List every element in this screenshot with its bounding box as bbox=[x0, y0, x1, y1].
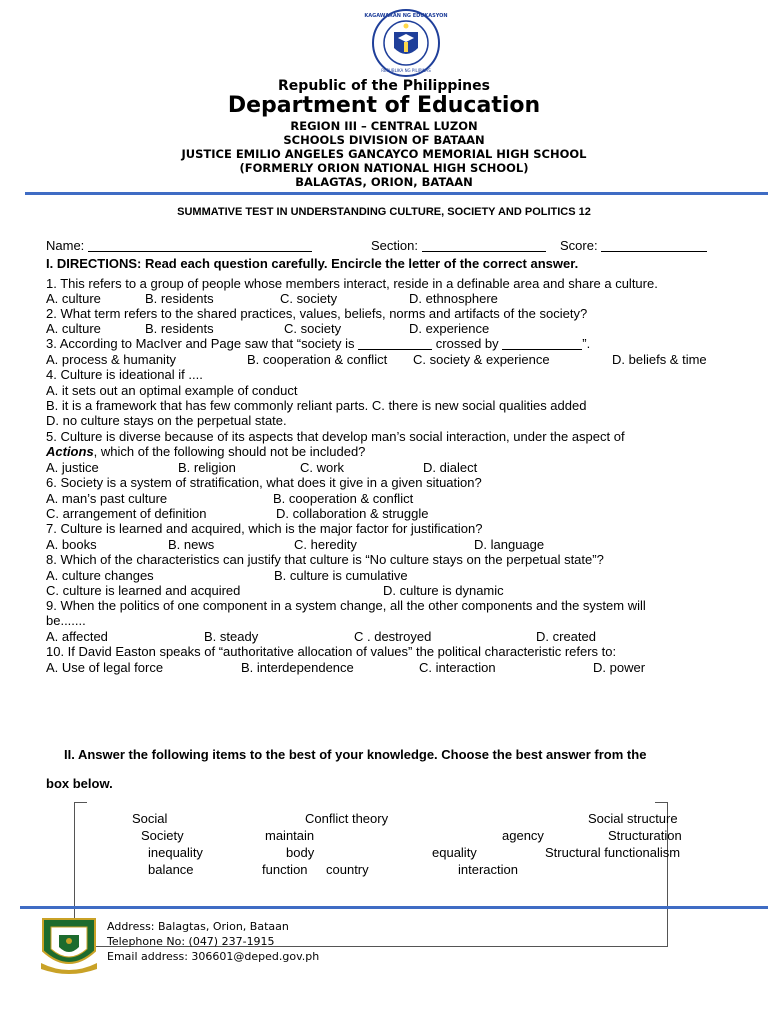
word-bank-item: Structuration bbox=[608, 828, 682, 843]
name-field[interactable] bbox=[46, 238, 312, 253]
q3-blank-2 bbox=[502, 337, 582, 350]
header-former-name: (FORMERLY ORION NATIONAL HIGH SCHOOL) bbox=[239, 161, 529, 175]
score-blank[interactable] bbox=[601, 239, 707, 252]
word-bank-item: Structural functionalism bbox=[545, 845, 681, 860]
q9-option-c[interactable]: C . destroyed bbox=[354, 629, 432, 644]
question-8: 8. Which of the characteristics can justify that culture is “No culture stays on the perpetual state”? bbox=[46, 552, 604, 567]
word-bank-item: Society bbox=[141, 828, 184, 843]
q5-emphasis: Actions bbox=[46, 444, 94, 459]
name-blank[interactable] bbox=[88, 239, 312, 252]
q4-option-bc[interactable]: B. it is a framework that has few commonly reliant parts. C. there is new social qualities added bbox=[46, 398, 587, 413]
q5-text: , which of the following should not be included? bbox=[93, 444, 366, 459]
q9-option-a[interactable]: A. affected bbox=[46, 629, 108, 644]
q10-option-a[interactable]: A. Use of legal force bbox=[46, 660, 164, 675]
question-6: 6. Society is a system of stratification, what does it give in a given situation? bbox=[46, 475, 482, 490]
question-5-line-2 bbox=[46, 444, 365, 459]
q5-option-c[interactable]: C. work bbox=[300, 460, 345, 475]
header-school: JUSTICE EMILIO ANGELES GANCAYCO MEMORIAL HIGH SCHOOL bbox=[181, 147, 587, 161]
q3-option-b[interactable]: B. cooperation & conflict bbox=[247, 352, 388, 367]
q8-option-d[interactable]: D. culture is dynamic bbox=[383, 583, 504, 598]
q8-option-a[interactable]: A. culture changes bbox=[46, 568, 154, 583]
word-bank-item: equality bbox=[432, 845, 477, 860]
question-3 bbox=[46, 336, 590, 351]
word-bank-item: Social structure bbox=[588, 811, 678, 826]
header-republic: Republic of the Philippines bbox=[278, 78, 490, 94]
q5-option-d[interactable]: D. dialect bbox=[423, 460, 478, 475]
q3-option-c[interactable]: C. society & experience bbox=[413, 352, 550, 367]
question-1: 1. This refers to a group of people whose members interact, reside in a definable area and share a culture. bbox=[46, 276, 658, 291]
school-seal bbox=[37, 913, 101, 977]
q5-option-b[interactable]: B. religion bbox=[178, 460, 236, 475]
q3-option-d[interactable]: D. beliefs & time bbox=[612, 352, 707, 367]
word-bank-item: Conflict theory bbox=[305, 811, 389, 826]
q10-option-b[interactable]: B. interdependence bbox=[241, 660, 354, 675]
question-5-line-1: 5. Culture is diverse because of its aspects that develop man’s social interaction, under the aspect of bbox=[46, 429, 625, 444]
header-region: REGION III – CENTRAL LUZON bbox=[290, 119, 478, 133]
q7-option-a[interactable]: A. books bbox=[46, 537, 97, 552]
question-2: 2. What term refers to the shared practices, values, beliefs, norms and artifacts of the society? bbox=[46, 306, 588, 321]
q5-option-a[interactable]: A. justice bbox=[46, 460, 99, 475]
footer-telephone: Telephone No: (047) 237-1915 bbox=[107, 935, 275, 948]
name-label: Name: bbox=[46, 238, 85, 253]
footer-email[interactable]: Email address: 306601@deped.gov.ph bbox=[107, 950, 320, 963]
q3-option-a[interactable]: A. process & humanity bbox=[46, 352, 177, 367]
q3-blank-1 bbox=[358, 337, 432, 350]
q8-option-c[interactable]: C. culture is learned and acquired bbox=[46, 583, 241, 598]
question-9-line-2: be....... bbox=[46, 613, 86, 628]
q10-option-d[interactable]: D. power bbox=[593, 660, 646, 675]
footer-address: Address: Balagtas, Orion, Bataan bbox=[107, 920, 289, 933]
q3-text-end: ”. bbox=[582, 336, 591, 351]
header-department: Department of Education bbox=[227, 93, 541, 118]
q4-option-d[interactable]: D. no culture stays on the perpetual state. bbox=[46, 413, 287, 428]
section-field[interactable] bbox=[371, 238, 546, 253]
header-rule bbox=[25, 192, 768, 195]
part2-instructions-line-2: box below. bbox=[46, 776, 113, 791]
header-location: BALAGTAS, ORION, BATAAN bbox=[295, 175, 473, 189]
q3-text-mid: crossed by bbox=[435, 336, 499, 351]
q7-option-b[interactable]: B. news bbox=[168, 537, 215, 552]
q6-option-a[interactable]: A. man’s past culture bbox=[46, 491, 168, 506]
question-4: 4. Culture is ideational if .... bbox=[46, 367, 203, 382]
q2-option-d[interactable]: D. experience bbox=[409, 321, 490, 336]
q7-option-c[interactable]: C. heredity bbox=[294, 537, 357, 552]
q2-option-b[interactable]: B. residents bbox=[145, 321, 214, 336]
test-title: SUMMATIVE TEST IN UNDERSTANDING CULTURE, SOCIETY AND POLITICS 12 bbox=[177, 206, 591, 218]
q1-option-b[interactable]: B. residents bbox=[145, 291, 214, 306]
footer-rule bbox=[20, 906, 768, 909]
word-bank-item: body bbox=[286, 845, 315, 860]
question-9-line-1: 9. When the politics of one component in a system change, all the other components and the system will bbox=[46, 598, 646, 613]
q6-option-c[interactable]: C. arrangement of definition bbox=[46, 506, 207, 521]
q1-option-a[interactable]: A. culture bbox=[46, 291, 101, 306]
q4-option-a[interactable]: A. it sets out an optimal example of conduct bbox=[46, 383, 298, 398]
question-10: 10. If David Easton speaks of “authoritative allocation of values” the political characteristic refers to: bbox=[46, 644, 617, 659]
seal-text-bottom: REPUBLIKA NG PILIPINAS bbox=[381, 68, 431, 73]
question-7: 7. Culture is learned and acquired, which is the major factor for justification? bbox=[46, 521, 483, 536]
word-bank-item: agency bbox=[502, 828, 544, 843]
seal-text-top: KAGAWARAN NG EDUKASYON bbox=[364, 13, 448, 19]
word-bank-item: Social bbox=[132, 811, 168, 826]
part2-instructions-line-1: II. Answer the following items to the best of your knowledge. Choose the best answer from the bbox=[64, 747, 647, 762]
q6-option-d[interactable]: D. collaboration & struggle bbox=[276, 506, 429, 521]
directions: I. DIRECTIONS: Read each question carefully. Encircle the letter of the correct answer. bbox=[46, 256, 579, 271]
q1-option-d[interactable]: D. ethnosphere bbox=[409, 291, 498, 306]
q6-option-b[interactable]: B. cooperation & conflict bbox=[273, 491, 414, 506]
q1-option-c[interactable]: C. society bbox=[280, 291, 338, 306]
q2-option-c[interactable]: C. society bbox=[284, 321, 342, 336]
q8-option-b[interactable]: B. culture is cumulative bbox=[274, 568, 408, 583]
q9-option-d[interactable]: D. created bbox=[536, 629, 596, 644]
q9-option-b[interactable]: B. steady bbox=[204, 629, 259, 644]
word-bank-item: interaction bbox=[458, 862, 518, 877]
score-label: Score: bbox=[560, 238, 598, 253]
header-division: SCHOOLS DIVISION OF BATAAN bbox=[283, 133, 485, 147]
word-bank-item: function bbox=[262, 862, 308, 877]
section-label: Section: bbox=[371, 238, 418, 253]
word-bank-item: inequality bbox=[148, 845, 203, 860]
word-bank-item: country bbox=[326, 862, 369, 877]
word-bank-item: balance bbox=[148, 862, 194, 877]
score-field[interactable] bbox=[560, 238, 707, 253]
deped-seal bbox=[364, 8, 448, 78]
section-blank[interactable] bbox=[422, 239, 546, 252]
q7-option-d[interactable]: D. language bbox=[474, 537, 545, 552]
word-bank-item: maintain bbox=[265, 828, 315, 843]
q10-option-c[interactable]: C. interaction bbox=[419, 660, 496, 675]
q2-option-a[interactable]: A. culture bbox=[46, 321, 101, 336]
q3-text-start: 3. According to MacIver and Page saw that “society is bbox=[46, 336, 355, 351]
